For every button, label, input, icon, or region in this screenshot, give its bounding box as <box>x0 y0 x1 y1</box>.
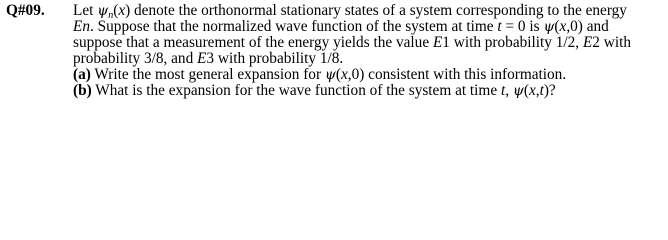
question-line-3: suppose that a measurement of the energy yields the value E1 with probability 1/2, E2 with <box>73 34 631 51</box>
part-a <box>6 67 666 83</box>
part-b-text: What is the expansion for the wave function of the system at time t, ψ(x,t)? <box>95 82 556 99</box>
question-block <box>6 3 666 99</box>
question-number: Q#09. <box>6 2 45 19</box>
part-b <box>6 83 666 99</box>
question-text-line-1: Let $\psi_n(x)$ denote the orthonormal stationary states of a system corresponding to the energy <box>73 2 627 21</box>
question-line-1 <box>6 3 666 19</box>
part-a-label: (a) <box>73 66 91 83</box>
question-line-2: En. Suppose that the normalized wave function of the system at time t = 0 is ψ(x,0) and <box>73 18 609 35</box>
part-b-label: (b) <box>73 82 92 99</box>
question-line-4: probability 3/8, and E3 with probability 1/8. <box>73 50 344 67</box>
part-a-text: Write the most general expansion for ψ(x,0) consistent with this information. <box>94 66 567 83</box>
